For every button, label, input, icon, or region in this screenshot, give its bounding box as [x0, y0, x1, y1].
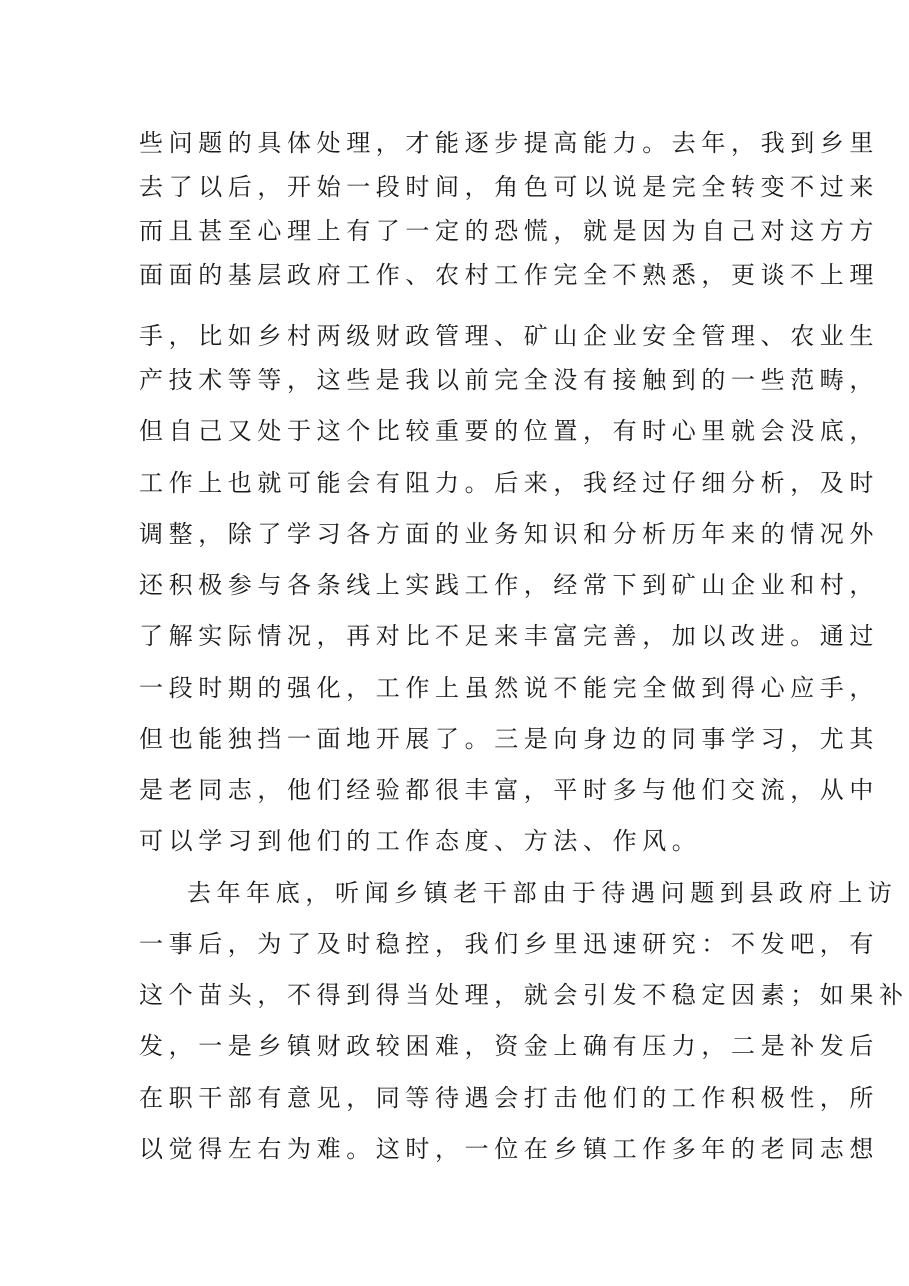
text-line: 去年年底，听闻乡镇老干部由于待遇问题到县政府上访 [187, 879, 898, 907]
text-line: 这个苗头，不得到得当处理，就会引发不稳定因素；如果补 [139, 981, 909, 1009]
text-line: 发，一是乡镇财政较困难，资金上确有压力，二是补发后 [139, 1032, 879, 1060]
text-line: 手，比如乡村两级财政管理、矿山企业安全管理、农业生 [139, 322, 879, 350]
text-line: 了解实际情况，再对比不足来丰富完善，加以改进。通过 [139, 622, 879, 650]
text-line: 产技术等等，这些是我以前完全没有接触到的一些范畴， [139, 366, 879, 394]
text-line: 工作上也就可能会有阻力。后来，我经过仔细分析，及时 [139, 469, 879, 497]
text-line: 但自己又处于这个比较重要的位置，有时心里就会没底， [139, 417, 879, 445]
text-line: 调整，除了学习各方面的业务知识和分析历年来的情况外 [139, 520, 879, 548]
text-line: 是老同志，他们经验都很丰富，平时多与他们交流，从中 [139, 776, 879, 804]
text-line: 去了以后，开始一段时间，角色可以说是完全转变不过来 [139, 173, 879, 201]
text-line: 而且甚至心理上有了一定的恐慌，就是因为自己对这方方 [139, 217, 879, 245]
text-line: 一段时期的强化，工作上虽然说不能完全做到得心应手， [139, 674, 879, 702]
text-line: 以觉得左右为难。这时，一位在乡镇工作多年的老同志想 [139, 1135, 879, 1163]
text-line: 面面的基层政府工作、农村工作完全不熟悉，更谈不上理 [139, 261, 879, 289]
text-line: 些问题的具体处理，才能逐步提高能力。去年，我到乡里 [139, 129, 879, 157]
text-line: 可以学习到他们的工作态度、方法、作风。 [139, 827, 702, 855]
text-line: 还积极参与各条线上实践工作，经常下到矿山企业和村， [139, 571, 879, 599]
text-line: 但也能独挡一面地开展了。三是向身边的同事学习，尤其 [139, 725, 879, 753]
text-line: 一事后，为了及时稳控，我们乡里迅速研究：不发吧，有 [139, 930, 879, 958]
text-line: 在职干部有意见，同等待遇会打击他们的工作积极性，所 [139, 1084, 879, 1112]
